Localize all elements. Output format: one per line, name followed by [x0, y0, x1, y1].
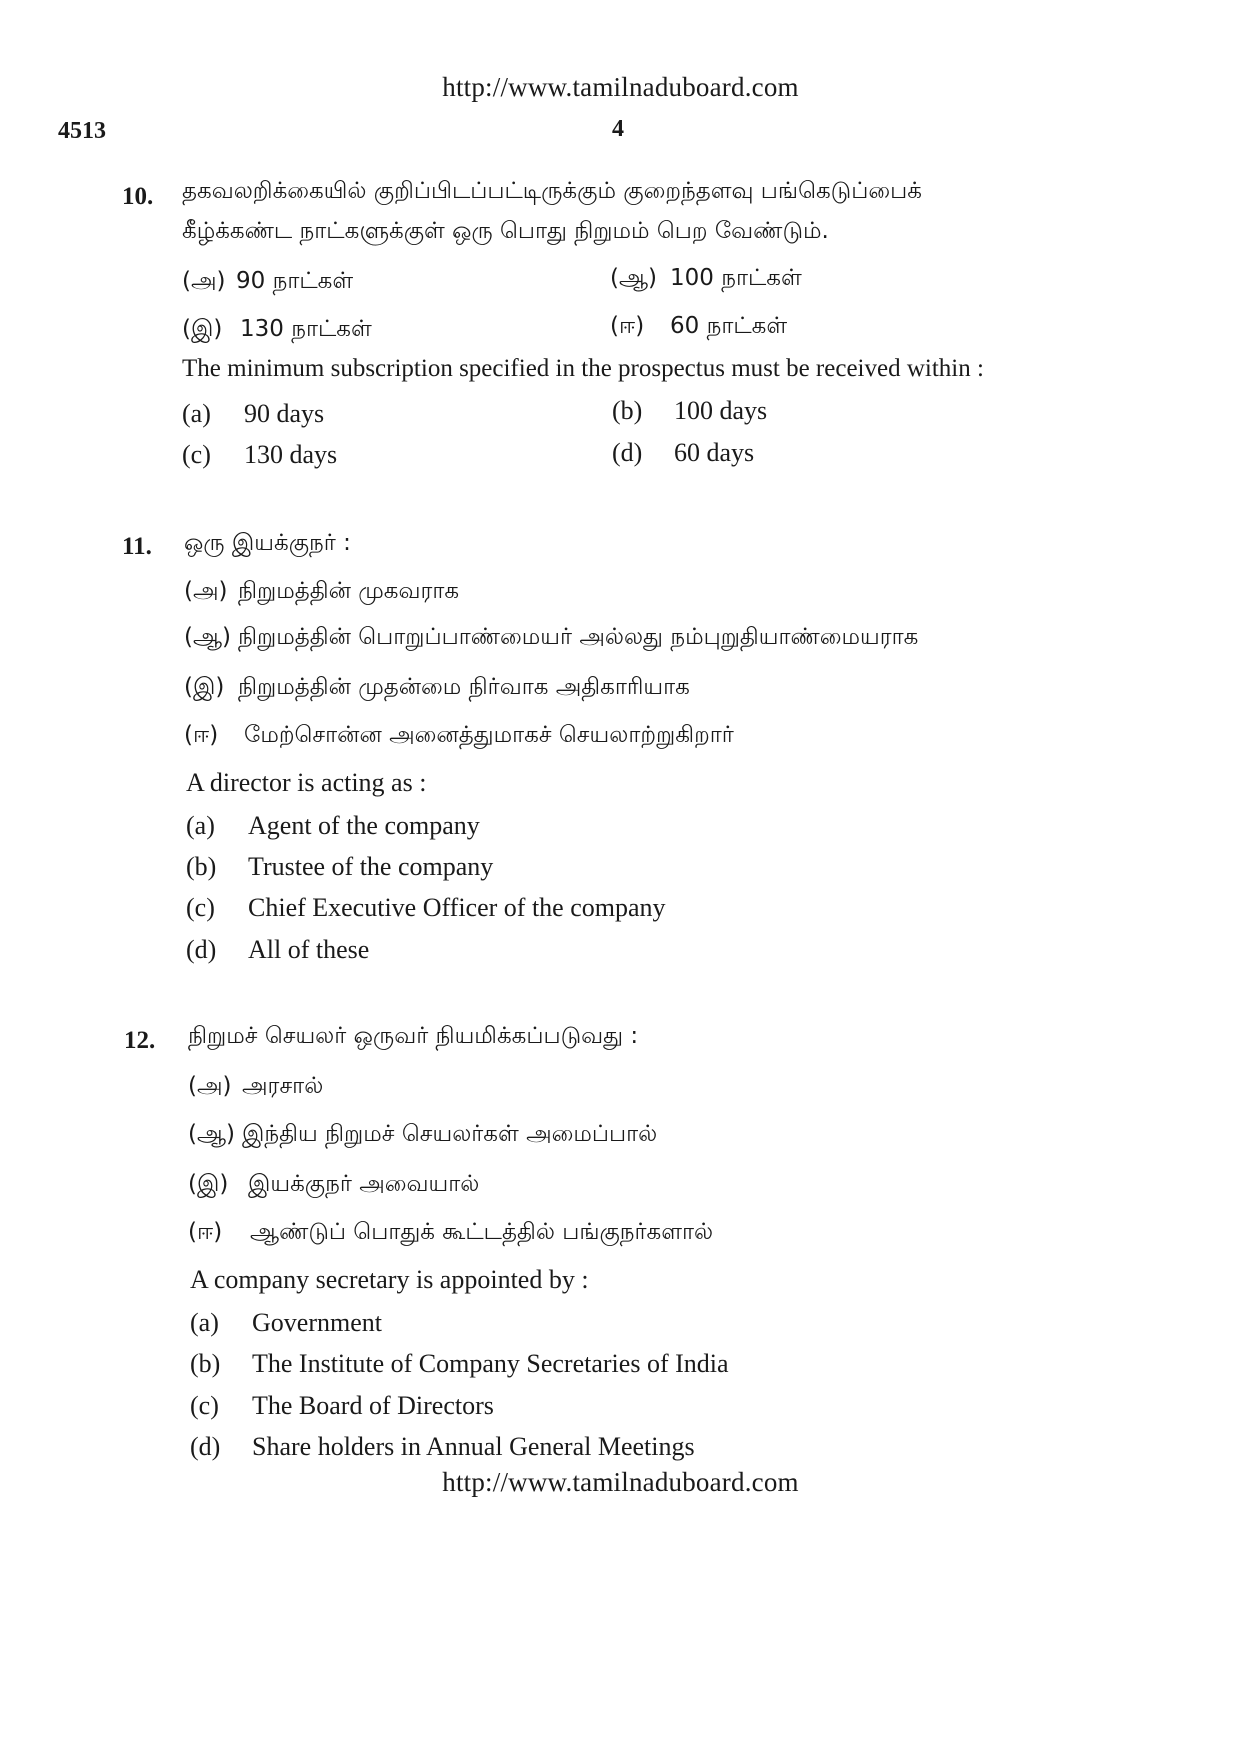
option-english: (d) 60 days: [612, 438, 755, 467]
question-text-tamil: நிறுமச் செயலர் ஒருவர் நியமிக்கப்படுவது :: [188, 1023, 639, 1049]
question-text-tamil: கீழ்க்கண்ட நாட்களுக்குள் ஒரு பொது நிறுமம் பெற வேண்டும்.: [182, 218, 829, 244]
question-text-tamil: தகவலறிக்கையில் குறிப்பிடப்பட்டிருக்கும் குறைந்தளவு பங்கெடுப்பைக்: [182, 178, 922, 204]
question-number: 12.: [124, 1027, 156, 1054]
option-english: (a) 90 days: [182, 399, 325, 428]
option-english: (c) The Board of Directors: [190, 1391, 494, 1420]
option-english: (c) Chief Executive Officer of the company: [186, 893, 666, 922]
option-english: (d) Share holders in Annual General Meetings: [190, 1432, 695, 1461]
option-tamil: (இ) 130 நாட்கள்: [182, 316, 372, 342]
question-text-tamil: ஒரு இயக்குநர் :: [184, 530, 351, 556]
footer-url: http://www.tamilnaduboard.com: [442, 1467, 799, 1497]
question-text-english: A company secretary is appointed by :: [190, 1265, 589, 1294]
option-english: (d) All of these: [186, 935, 370, 964]
option-english: (a) Agent of the company: [186, 811, 480, 840]
question-text-english: A director is acting as :: [186, 768, 427, 797]
option-tamil: (ஆ) இந்திய நிறுமச் செயலர்கள் அமைப்பால்: [188, 1121, 658, 1147]
paper-code: 4513: [58, 118, 106, 144]
question-text-english: The minimum subscription specified in the prospectus must be received within :: [182, 355, 984, 382]
option-tamil: (ஈ) மேற்சொன்ன அனைத்துமாகச் செயலாற்றுகிறார்: [184, 722, 734, 748]
question-number: 10.: [122, 183, 154, 210]
page-number: 4: [612, 116, 624, 142]
option-tamil: (அ) நிறுமத்தின் முகவராக: [184, 578, 460, 604]
option-tamil: (அ) அரசால்: [188, 1073, 324, 1099]
option-english: (b) The Institute of Company Secretaries of India: [190, 1349, 729, 1378]
option-english: (a) Government: [190, 1308, 382, 1337]
option-tamil: (இ) இயக்குநர் அவையால்: [188, 1171, 480, 1197]
option-tamil: (ஈ) 60 நாட்கள்: [610, 313, 788, 339]
question-number: 11.: [122, 533, 152, 560]
option-tamil: (ஈ) ஆண்டுப் பொதுக் கூட்டத்தில் பங்குநர்களால்: [188, 1219, 714, 1245]
option-english: (c) 130 days: [182, 440, 338, 469]
header-url: http://www.tamilnaduboard.com: [442, 72, 799, 102]
option-tamil: (அ) 90 நாட்கள்: [182, 268, 354, 294]
option-english: (b) Trustee of the company: [186, 852, 494, 881]
option-tamil: (ஆ) நிறுமத்தின் பொறுப்பாண்மையர் அல்லது நம்புறுதியாண்மையராக: [184, 624, 919, 650]
option-tamil: (ஆ) 100 நாட்கள்: [610, 265, 802, 291]
option-tamil: (இ) நிறுமத்தின் முதன்மை நிர்வாக அதிகாரியாக: [184, 674, 690, 700]
option-english: (b) 100 days: [612, 396, 768, 425]
